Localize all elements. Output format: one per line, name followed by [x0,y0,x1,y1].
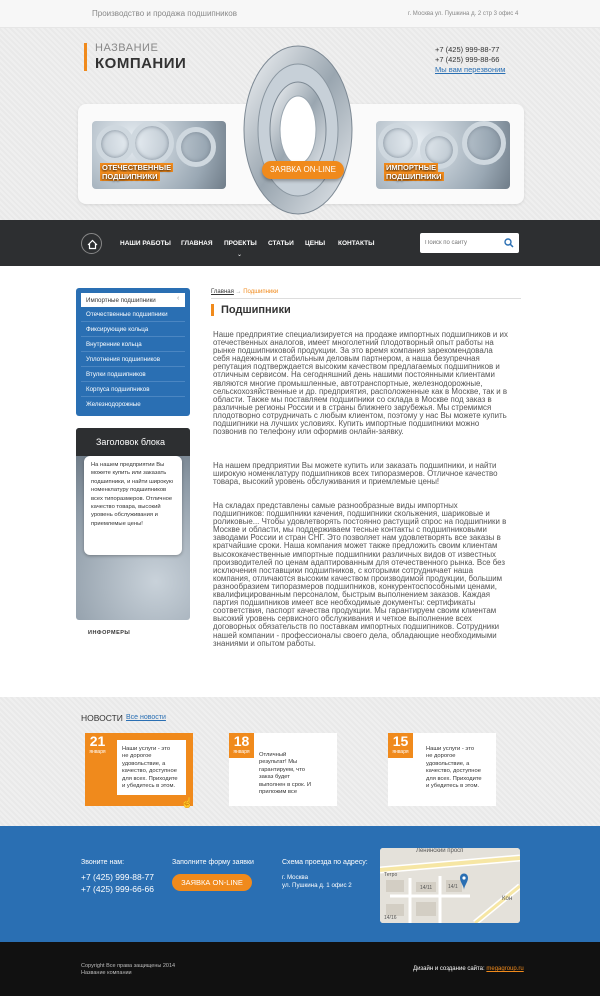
map-street-label: Кон [502,896,513,902]
all-news-link[interactable]: Все новости [126,714,166,721]
callback-link[interactable]: Мы вам перезвоним [435,65,506,74]
search-icon[interactable] [504,238,514,248]
info-block-title: Заголовок блока [96,437,166,447]
map-street-label: Ленинский просп [416,848,464,854]
footer-city: г. Москва [282,874,309,881]
map-label: Тетро [384,872,398,878]
page-title: Подшипники [211,304,291,316]
news-date: 21 января [85,733,110,758]
logo-line-1: НАЗВАНИЕ [95,42,159,54]
bearing-image [236,42,356,218]
news-date: 15 января [388,733,413,758]
footer-request-button[interactable]: ЗАЯВКА ON-LINE [172,874,252,891]
design-credit [413,966,524,972]
sidebar-item-bushings[interactable]: Втулки подшипников [86,371,146,378]
map-label: 14/1 [448,884,458,890]
promo-import-label: ИМПОРТНЫЕ ПОДШИПНИКИ [386,163,442,181]
sidebar-item-inner-rings[interactable]: Внутренние кольца [86,341,142,348]
content-paragraph-3: На складах представлены самые разнообразные виды импортных подшипников: подшипники качения, подшипники скольжения, шариковые и роликовые... Чтобы удовлетворять постоянно растущий спрос на подшипники в Москве и области, мы поддерживаем тесные контакты с подшипниковыми заводами России и стран СНГ. Это позволяет нам удовлетворять все заказы в кратчайшие сроки. Наша компания может также предложить своим клиентам высококачественные импортные подшипники различных видов от известных производителей по ценам адаптированным для отечественного рынка. Все без исключения поставщики подшипников, с которыми сотрудничает наша компания, отличаются высоким качеством производимой продукции, большим разнообразием типоразмеров подшипников, конкурентоспособными ценами, квалифицированным персоналом, быстрым выполнением заказов. Каждая партия подшипников имеет все необходимые документы: сертификаты соответствия, паспорт качества продукции. Мы гарантируем своим клиентам высокий уровень сервисного обслуживания и четкое выполнение всех договорных обязательств по поставкам импортных подшипников. Сотрудники нашей компании - профессионалы своего дела, обладающие необходимыми знаниями и опытом работы. [213,501,507,648]
nav-item-articles[interactable]: СТАТЬИ [268,240,294,247]
map-label: 14/11 [420,885,433,891]
sidebar-item-seals[interactable]: Уплотнения подшипников [86,356,161,363]
footer-form-title: Заполните форму заявки [172,859,254,866]
design-credit-text: Дизайн и создание сайта: [413,966,485,972]
footer-call-title: Звоните нам: [81,859,125,866]
promo-import[interactable] [376,121,510,189]
header-phone-1: +7 (425) 999-88-77 [435,45,500,54]
home-icon[interactable] [81,233,102,254]
nav-item-works[interactable]: НАШИ РАБОТЫ [120,240,171,247]
logo[interactable] [84,43,186,71]
map-label: 14/16 [384,915,397,921]
search-box [420,233,519,253]
nav-item-contacts[interactable]: КОНТАКТЫ [338,240,375,247]
promo-domestic[interactable] [92,121,226,189]
footer-phone-1: +7 (425) 999-88-77 [81,872,155,882]
search-input[interactable] [425,237,501,249]
chevron-down-icon[interactable]: ⌄ [237,252,243,258]
footer-street: ул. Пушкина д. 1 офис 2 [282,882,352,889]
footer-phone-2: +7 (425) 999-66-66 [81,884,155,894]
news-text: Отличный результат! Мы гарантируем, что заказ будет выполнен в срок. И приложим все [259,752,312,796]
sidebar-item-domestic[interactable]: Отечественные подшипники [86,311,168,318]
news-date: 18 января [229,733,254,758]
news-text: Наши услуги - это не дорогое удовольствие, а качество, доступное для всех. Приходите и убедитесь в этом. [426,746,482,790]
news-title: НОВОСТИ [81,713,123,723]
nav-item-projects[interactable]: ПРОЕКТЫ [224,240,257,247]
online-request-button[interactable]: ЗАЯВКА ON-LINE [262,161,344,179]
footer-map-title: Схема проезда по адресу: [282,859,368,866]
breadcrumb-divider [211,298,521,299]
promo-domestic-label: ОТЕЧЕСТВЕННЫЕ ПОДШИПНИКИ [102,163,172,181]
header-phones [435,45,505,75]
company-name: Название компании [81,970,132,976]
logo-line-2: КОМПАНИИ [95,55,187,72]
copyright: Copyright Все права защищены 2014 [81,963,176,969]
breadcrumb [211,289,278,295]
hand-cursor-icon: ☝ [181,798,194,809]
breadcrumb-current: Подшипники [243,289,279,295]
content-paragraph-2: На нашем предприятии Вы можете купить или заказать подшипники, и найти широкую номенклатуру подшипников всех типоразмеров. Отличное качество товара, высокий уровень обслуживания и приемлемые цены! [213,461,498,487]
news-text: Наши услуги - это не дорогое удовольствие, а качество, доступное для всех. Приходите и убедитесь в этом. [122,746,178,790]
informers-title: ИНФОРМЕРЫ [88,630,131,636]
nav-item-home[interactable]: ГЛАВНАЯ [181,240,213,247]
sidebar-item-fixing-rings[interactable]: Фиксирующие кольца [86,326,149,333]
content-paragraph-1: Наше предприятие специализируется на продаже импортных подшипников и их отечественных аналогов, имеет многолетний плодотворный опыт работы на рынке подшипниковой продукции. За это время компания зарекомендовала себя надежным и стабильным деловым партнером, а наша безупречная репутация подтверждается высоким качеством предлагаемых подшипников и отличным сервисом. На сегодняшний день нашими постоянными клиентами являются многие промышленные, автотранспортные, железнодорожные, сельскохозяйственные и др. предприятия, расположенные как в Москве, так и в области. Также мы поставляем подшипники со склада в Москве под заказ в различные регионы России и в страны ближнего зарубежья. Мы стремимся плодотворно сотрудничать с любым клиентом, поэтому у нас Вы можете купить подшипники на лучших условиях. Купить импортные подшипники можно позвонив по телефону или оформив онлайн-заявку. [213,330,508,437]
design-credit-link[interactable]: megagroup.ru [486,966,524,972]
info-block-text: На нашем предприятии Вы можете купить или заказать подшипники, и найти широкую номенклатуру подшипников всех типоразмеров. Отличное качество товара, высокий уровень обслуживания и приемлемые цены! [91,462,174,527]
sidebar-item-import[interactable]: Импортные подшипники [86,297,156,304]
chevron-left-icon: ‹ [177,295,180,302]
tagline: Производство и продажа подшипников [92,9,237,18]
sidebar-item-railway[interactable]: Железнодорожные [86,401,141,408]
header-phone-2: +7 (425) 999-88-66 [435,55,500,64]
location-map[interactable] [380,848,520,923]
sidebar-item-housings[interactable]: Корпуса подшипников [86,386,150,393]
breadcrumb-separator: → [235,289,242,295]
breadcrumb-home[interactable]: Главная [211,289,234,295]
header-address: г. Москва ул. Пушкина д. 2 стр 3 офис 4 [408,11,519,17]
nav-item-prices[interactable]: ЦЕНЫ [305,240,326,247]
